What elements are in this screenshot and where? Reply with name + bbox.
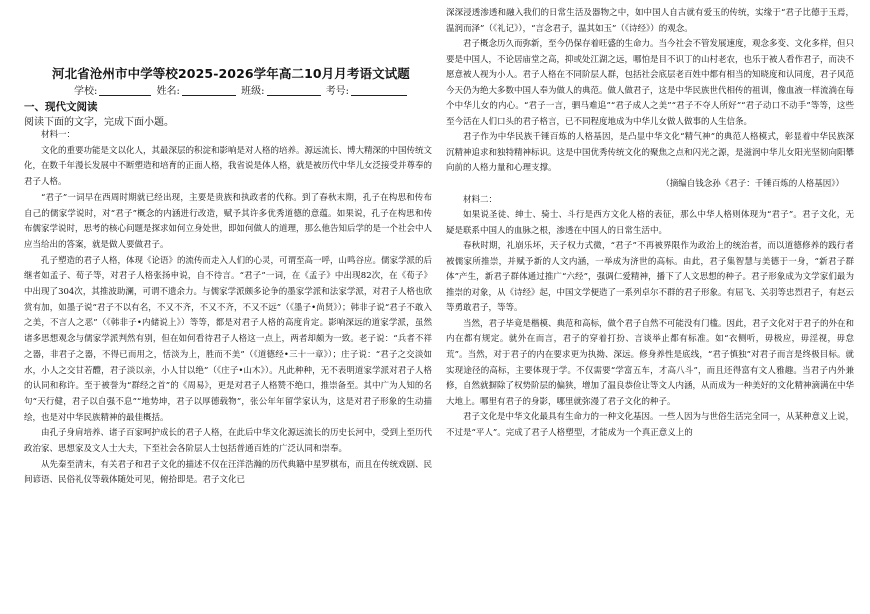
paragraph: 由孔子身肩培养、诸子百家呵护成长的君子人格，在此后中华文化源远流长的历史长河中，受到上至历代政治家、思想家及文人士大夫，下至社会各阶层人士包括普通百姓的广泛认同和崇奉。 bbox=[24, 428, 433, 455]
paragraph: 从先秦至清末，有关君子和君子文化的描述不仅在汪洋浩瀚的历代典籍中星罗棋布，而且在传统戏剧、民间谚语、民俗礼仪等载体随处可见，俯拾即是。君子文化已 bbox=[24, 459, 433, 486]
name-label: 姓名: bbox=[156, 86, 180, 97]
paragraph: 当然，君子毕竟是楷模、典范和高标，做个君子自然不可能没有门槛。因此，君子文化对于君子的外在和内在都有规定。就外在而言，君子的穿着打扮、言谈举止都有标准。如“衣侧听，毋极应，毋淫视，毋怠荒”。当然，对于君子的内在要求更为执拗、深远。修身养性是底线，“君子慎独”对君子而言是终极目标。就实现途径的高标，主要体现于学。不仅需要“学富五车，才高八斗”，而且还得富有文人雅趣。当君子内外兼修，自然就摒除了权势阶层的偏狭，增加了温良恭俭让等文人内涵，从而成为一种美好的文化精神滴满在中华大地上。哪里有君子的身影，哪里就弥漫了君子文化的种子。 bbox=[446, 318, 855, 407]
paragraph-continued: 深深浸透渗透和融入我们的日常生活及器物之中，如中国人自古就有爱玉的传统，实缘于“君子比德于玉焉，温润而泽”（《礼记》），“言念君子，温其如玉”（《诗经》）的观念。 bbox=[446, 8, 854, 34]
right-column-text bbox=[446, 6, 854, 441]
reading-instruction: 阅读下面的文字，完成下面小题。 bbox=[24, 117, 174, 128]
exam-number-blank[interactable] bbox=[351, 85, 407, 96]
source-citation: （摘编自钱念孙《君子：千锤百炼的人格基因》） bbox=[661, 179, 844, 190]
student-info-fields bbox=[74, 82, 409, 97]
paragraph: “君子”一词早在西周时期就已经出现，主要是贵族和执政者的代称。到了春秋末期，孔子在构思和传布自己的儒家学说时，对“君子”概念的内涵进行改造，赋予其许多优秀道德的意蕴。如果说，孔子在构思和传布儒家学说时，思考的核心问题是探求如何立身处世，即如何做人的道理，那么他告知后学的是一个社会中人应当给出的答案，就是做人要做君子。 bbox=[24, 192, 433, 250]
paragraph: 春秋时期，礼崩乐坏，天子权力式微，“君子”不再被界限作为政治上的统治者，而以道德修养的践行者被儒家所推崇，并赋予新的人文内涵，一举成为济世的高标。由此，君子集智慧与美德于一身，“新君子群体”产生，新君子群体通过推广“六经”，强调仁爱精神，播下了人文思想的种子。君子形象成为文学家们最为推崇的对象，从《诗经》起，中国文学便造了一系列卓尔不群的君子形象。有屈飞、关羽等忠烈君子，有赵云等勇敢君子，等等。 bbox=[446, 241, 855, 314]
school-blank[interactable] bbox=[99, 85, 151, 96]
section-heading: 一、现代文阅读 bbox=[24, 101, 98, 113]
class-label: 班级: bbox=[241, 86, 265, 97]
exam-title: 河北省沧州市中学等校2025-2026学年高二10月月考语文试题 bbox=[52, 66, 410, 81]
name-blank[interactable] bbox=[182, 85, 236, 96]
material-label: 材料二： bbox=[463, 194, 498, 205]
paragraph: 文化的重要功能是文以化人，其最深层的积淀和影响是对人格的培养。源远流长、博大精深的中国传统文化，在数千年漫长发展中不断塑造和培育的正面人格，我省说是体人格，就是被历代中华儿女泛接受并尊奉的君子人格。 bbox=[24, 145, 433, 188]
paragraph: 君子文化是中华文化最具有生命力的一种文化基因。一些人因为与世俗生活完全同一，从某种意义上说，不过是“平人”。完成了君子人格塑型，才能成为一个真正意义上的 bbox=[446, 412, 855, 438]
paragraph: 孔子塑造的君子人格，体现《论语》的流传而走入人们的心灵，可谓至高一呼，山鸣谷应。儒家学派的后继者如孟子、荀子等，对君子人格张扬申说，自不待言。“君子”一词，在《孟子》中出现82次，在《荀子》中出现了304次，其推波助澜，可谓不遗余力。与儒家学派颇多论争的墨家学派和法家学派，对君子人格也欣赏有加，如墨子说“君子不以有名，不又不齐，不又不齐，不又不远”（《墨子•尚贤》）；韩非子说“君子不敢入之美，不言人之恶”（《韩非子•内储说上》）等等，都是对君子人格的高度肯定。影响深远的道家学派，虽然诸多思想观念与儒家学派判然有别，但在如何看待君子人格这一点上，两者却颇为一致。老子说：“兵者不祥之器，非君子之器，不得已而用之，恬淡为上，胜而不美”（《道德经•三十一章》）；庄子说：“君子之交淡如水，小人之交甘若醴，君子淡以亲，小人甘以绝”（《庄子•山木》）。凡此种种，无不表明道家学派对君子人格的认同和称许。至于被誉为“群经之首”的《周易》，更是对君子人格赞不绝口，推崇备至。其中广为人知的名句“天行健，君子以自强不息”“地势坤，君子以厚德载物”，张公年年留学家认为，这是对君子形象的生动描绘，也是对中华民族精神的最佳概括。 bbox=[24, 255, 433, 423]
paragraph: 君子概念历久而弥新，至今仍保存着旺盛的生命力。当今社会不管发展速度，观念多变、文化多样，但只要是中国人，不论居庙堂之高，抑或处江湖之远，哪怕是目不识丁的山村老农，也乐于被人看作君子，而决不愿意被人视为小人。君子人格在不同阶层人群，包括社会底层老百姓中都有相当的知晓度和认同度，君子风范今天仍为绝大多数中国人奉为做人的典范。做人做君子，这是中华民族世代相传的祖训，像血液一样流淌在每个中华儿女的内心。“君子一言，驷马难追”“君子成人之美”“君子不夺人所好”“君子动口不动手”等等，这些至今活在人们口头的君子格言，已不同程度地成为中华儿女做人做事的人生信条。 bbox=[446, 39, 855, 127]
class-blank[interactable] bbox=[267, 85, 321, 96]
school-label: 学校: bbox=[74, 86, 98, 97]
paragraph: 君子作为中华民族千锤百炼的人格基因，是凸显中华文化“精气神”的典范人格模式，彰显着中华民族深沉精神追求和独特精神标识。这是中国优秀传统文化的聚焦之点和闪光之源，是滋润中华儿女阳光坚韧向阳攀向前的人格力量和心理支撑。 bbox=[446, 132, 855, 174]
material-label: 材料一： bbox=[41, 130, 76, 140]
paragraph: 如果说圣徒、绅士、骑士、斗行是西方文化人格的表征，那么中华人格则体现为“君子”。君子文化，无疑是联系中国人的血脉之根，渗透在中国人的日常生活中。 bbox=[446, 210, 854, 236]
exam-number-label: 考号: bbox=[325, 86, 350, 97]
left-column-text bbox=[24, 128, 432, 489]
